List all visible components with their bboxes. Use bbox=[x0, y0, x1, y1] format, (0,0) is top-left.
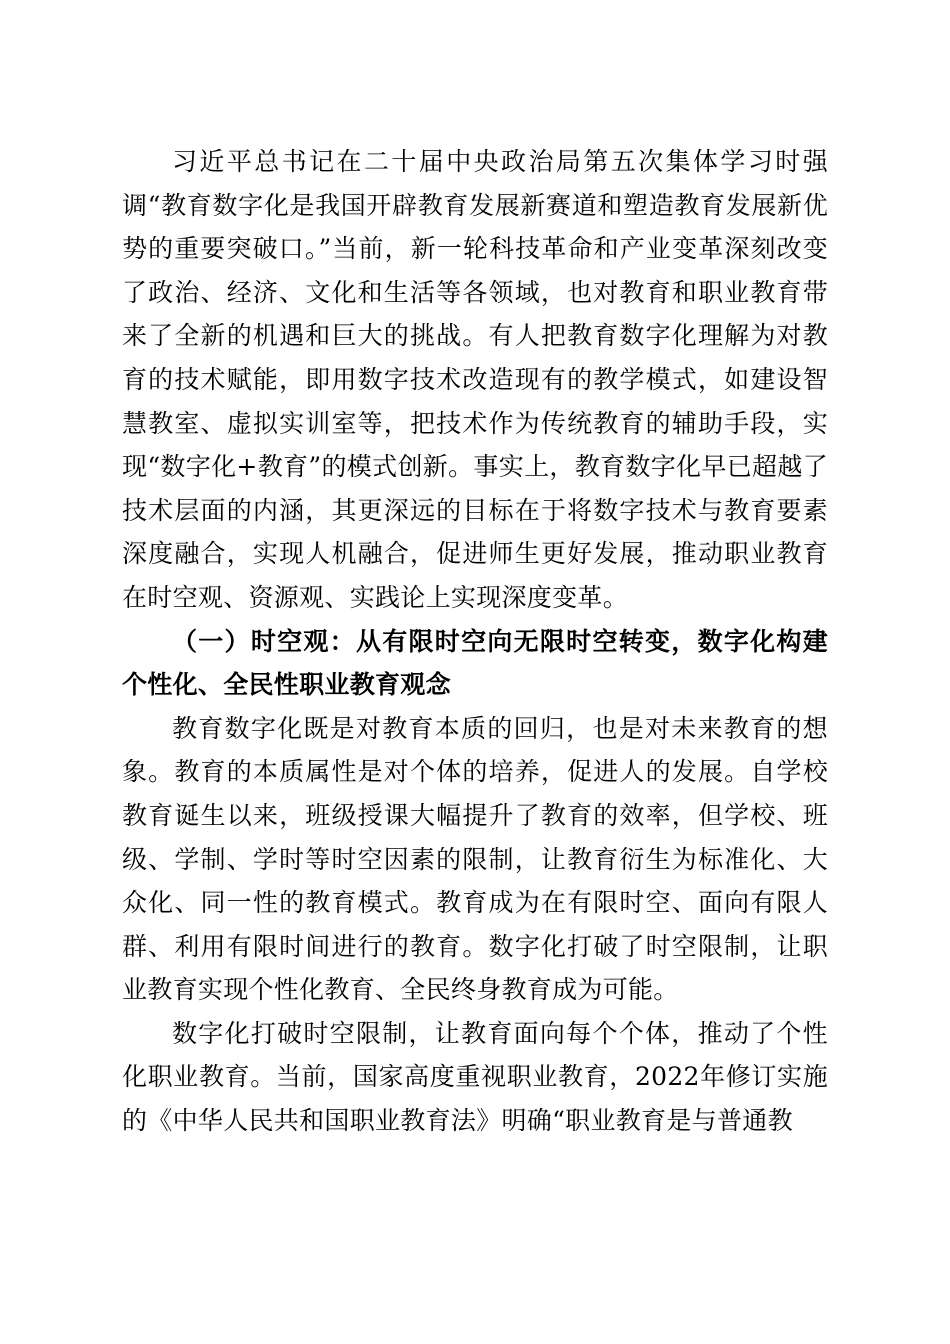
paragraph-spacetime: 教育数字化既是对教育本质的回归，也是对未来教育的想象。教育的本质属性是对个体的培养，促进人的发展。自学校教育诞生以来，班级授课大幅提升了教育的效率，但学校、班级、学制、学时等时空因素的限制，让教育衍生为标准化、大众化、同一性的教育模式。教育成为在有限时空、面向有限人群、利用有限时间进行的教育。数字化打破了时空限制，让职业教育实现个性化教育、全民终身教育成为可能。 bbox=[122, 713, 828, 1005]
document-body bbox=[122, 140, 828, 1143]
paragraph-intro: 习近平总书记在二十届中央政治局第五次集体学习时强调“教育数字化是我国开辟教育发展新赛道和塑造教育发展新优势的重要突破口。”当前，新一轮科技革命和产业变革深刻改变了政治、经济、文化和生活等各领域，也对教育和职业教育带来了全新的机遇和巨大的挑战。有人把教育数字化理解为对教育的技术赋能，即用数字技术改造现有的教学模式，如建设智慧教室、虚拟实训室等，把技术作为传统教育的辅助手段，实现“数字化+教育”的模式创新。事实上，教育数字化早已超越了技术层面的内涵，其更深远的目标在于将数字技术与教育要素深度融合，实现人机融合，促进师生更好发展，推动职业教育在时空观、资源观、实践论上实现深度变革。 bbox=[122, 147, 828, 612]
section-heading: （一）时空观：从有限时空向无限时空转变，数字化构建个性化、全民性职业教育观念 bbox=[122, 626, 828, 700]
paragraph-personalized: 数字化打破时空限制，让教育面向每个个体，推动了个性化职业教育。当前，国家高度重视职业教育，2022年修订实施的《中华人民共和国职业教育法》明确“职业教育是与普通教 bbox=[122, 1018, 828, 1136]
